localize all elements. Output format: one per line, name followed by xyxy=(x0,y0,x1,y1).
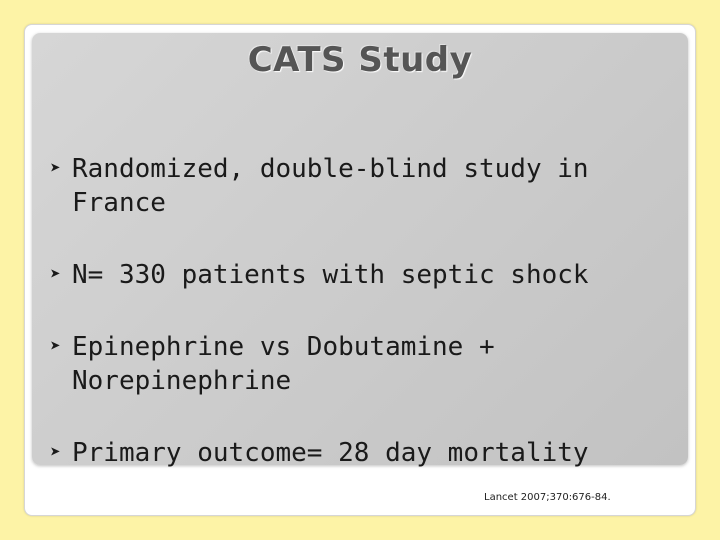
bullet-list xyxy=(44,152,684,508)
bullet-text: Primary outcome= 28 day mortality xyxy=(72,438,589,468)
bullet-item xyxy=(44,152,684,220)
bullet-arrow-icon: ➤ xyxy=(50,264,61,285)
bullet-arrow-icon: ➤ xyxy=(50,442,61,463)
bullet-text: Randomized, double-blind study in France xyxy=(72,154,589,218)
bullet-arrow-icon: ➤ xyxy=(50,336,61,357)
bullet-text: Epinephrine vs Dobutamine + Norepinephrine xyxy=(72,332,495,396)
bullet-item xyxy=(44,436,684,470)
bullet-item xyxy=(44,258,684,292)
slide-title: CATS Study xyxy=(247,40,473,80)
bullet-text: N= 330 patients with septic shock xyxy=(72,260,589,290)
citation: Lancet 2007;370:676-84. xyxy=(484,492,611,503)
bullet-item xyxy=(44,330,542,398)
bullet-arrow-icon: ➤ xyxy=(50,158,61,179)
